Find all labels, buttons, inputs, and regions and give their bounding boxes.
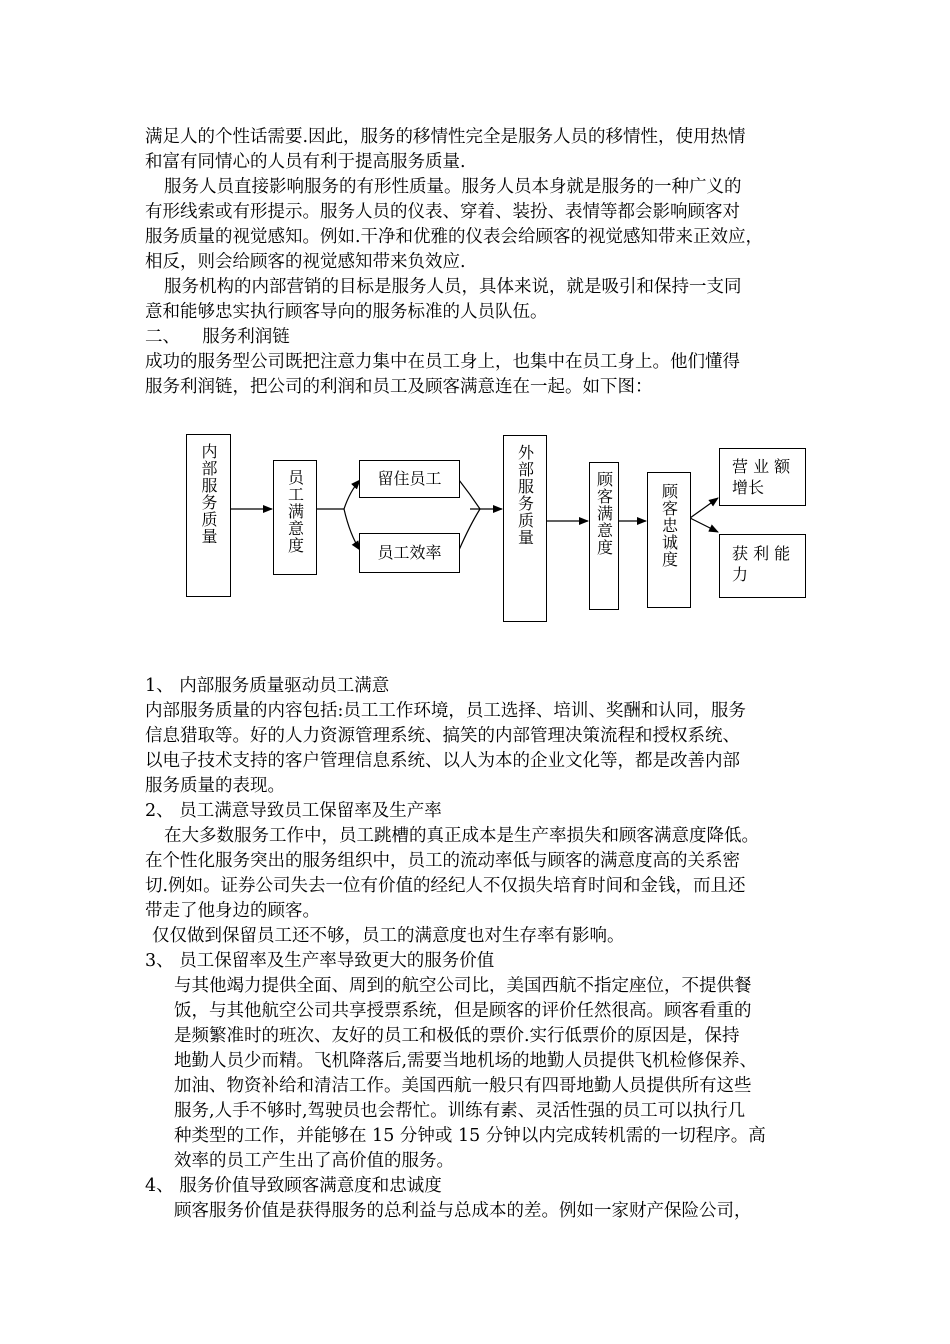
section-title: 1、 内部服务质量驱动员工满意 <box>145 676 390 696</box>
paragraph-line: 相反，则会给顾客的视觉感知带来负效应. <box>145 252 466 272</box>
paragraph-line: 加油、物资补给和清洁工作。美国西航一般只有四哥地勤人员提供所有这些 <box>174 1076 752 1096</box>
arrow-to-efficiency <box>344 509 360 550</box>
arrow-retention-to-merge <box>459 480 480 509</box>
paragraph-line: 以电子技术支持的客户管理信息系统、以人为本的企业文化等，都是改善内部 <box>145 751 740 771</box>
paragraph-line: 内部服务质量的内容包括:员工工作环境，员工选择、培训、奖酬和认同，服务 <box>145 701 746 721</box>
paragraph-line: 服务人员直接影响服务的有形性质量。服务人员本身就是服务的一种广义的 <box>164 177 742 197</box>
paragraph-line: 有形线索或有形提示。服务人员的仪表、穿着、装扮、表情等都会影响顾客对 <box>145 202 740 222</box>
box-employee-efficiency <box>359 533 460 573</box>
paragraph-line: 成功的服务型公司既把注意力集中在员工身上，也集中在员工身上。他们懂得 <box>145 352 740 372</box>
paragraph-line: 是频繁准时的班次、友好的员工和极低的票价.实行低票价的原因是，保持 <box>174 1026 740 1046</box>
paragraph-line: 满足人的个性话需要.因此，服务的移情性完全是服务人员的移情性，使用热情 <box>145 127 746 147</box>
paragraph-line: 服务质量的视觉感知。例如.干净和优雅的仪表会给顾客的视觉感知带来正效应， <box>145 227 764 247</box>
paragraph-line: 饭，与其他航空公司共享授票系统，但是顾客的评价任然很高。顾客看重的 <box>174 1001 752 1021</box>
section-title: 3、 员工保留率及生产率导致更大的服务价值 <box>145 951 495 971</box>
paragraph-line: 种类型的工作，并能够在 15 分钟或 15 分钟以内完成转机需的一切程序。高 <box>174 1126 766 1146</box>
arrow-efficiency-to-merge <box>459 509 480 550</box>
paragraph-line: 带走了他身边的顾客。 <box>145 901 320 921</box>
box-label: 员工满意度 <box>285 469 305 554</box>
paragraph-line: 顾客服务价值是获得服务的总利益与总成本的差。例如一家财产保险公司， <box>174 1201 752 1221</box>
paragraph-line: 在个性化服务突出的服务组织中，员工的流动率低与顾客的满意度高的关系密 <box>145 851 740 871</box>
section-title: 4、 服务价值导致顾客满意度和忠诚度 <box>145 1176 442 1196</box>
box-revenue-growth <box>719 448 806 506</box>
box-internal-service-quality <box>186 434 231 597</box>
box-external-service-quality <box>503 435 547 622</box>
paragraph-line: 切.例如。证券公司失去一位有价值的经纪人不仅损失培育时间和金钱，而且还 <box>145 876 746 896</box>
paragraph-line: 仅仅做到保留员工还不够，员工的满意度也对生存率有影响。 <box>152 926 625 946</box>
box-retain-employees <box>359 460 460 498</box>
box-label: 留住员工 <box>377 469 442 488</box>
box-customer-loyalty <box>647 472 691 608</box>
section-heading: 二、 服务利润链 <box>145 327 290 347</box>
box-customer-satisfaction <box>589 462 619 610</box>
paragraph-line: 服务质量的表现。 <box>145 776 285 796</box>
arrow-to-profit <box>690 518 718 532</box>
box-profitability <box>719 534 806 598</box>
box-label: 顾客满意度 <box>594 471 614 556</box>
paragraph-line: 与其他竭力提供全面、周到的航空公司比，美国西航不指定座位，不提供餐 <box>174 976 752 996</box>
arrow-to-revenue <box>690 498 718 518</box>
paragraph-line: 在大多数服务工作中，员工跳槽的真正成本是生产率损失和顾客满意度降低。 <box>164 826 759 846</box>
paragraph-line: 服务,人手不够时,驾驶员也会帮忙。训练有素、灵活性强的员工可以执行几 <box>174 1101 746 1121</box>
box-employee-satisfaction <box>273 460 317 575</box>
paragraph-line: 服务利润链，把公司的利润和员工及顾客满意连在一起。如下图： <box>145 377 653 397</box>
box-label: 外部服务质量 <box>515 444 535 546</box>
paragraph-line: 意和能够忠实执行顾客导向的服务标准的人员队伍。 <box>145 302 548 322</box>
paragraph-line: 信息猎取等。好的人力资源管理系统、搞笑的内部管理决策流程和授权系统、 <box>145 726 740 746</box>
box-label: 获 利 能 力 <box>732 544 791 584</box>
box-label: 营 业 额 增长 <box>732 457 791 497</box>
box-label: 内部服务质量 <box>199 443 218 545</box>
box-label: 顾客忠诚度 <box>659 483 679 568</box>
paragraph-line: 地勤人员少而精。飞机降落后,需要当地机场的地勤人员提供飞机检修保养、 <box>174 1051 758 1071</box>
paragraph-line: 服务机构的内部营销的目标是服务人员，具体来说，就是吸引和保持一支同 <box>164 277 742 297</box>
box-label: 员工效率 <box>377 543 442 562</box>
section-title: 2、 员工满意导致员工保留率及生产率 <box>145 801 442 821</box>
paragraph-line: 和富有同情心的人员有利于提高服务质量. <box>145 152 466 172</box>
paragraph-line: 效率的员工产生出了高价值的服务。 <box>174 1151 454 1171</box>
arrow-to-retention <box>344 480 360 509</box>
